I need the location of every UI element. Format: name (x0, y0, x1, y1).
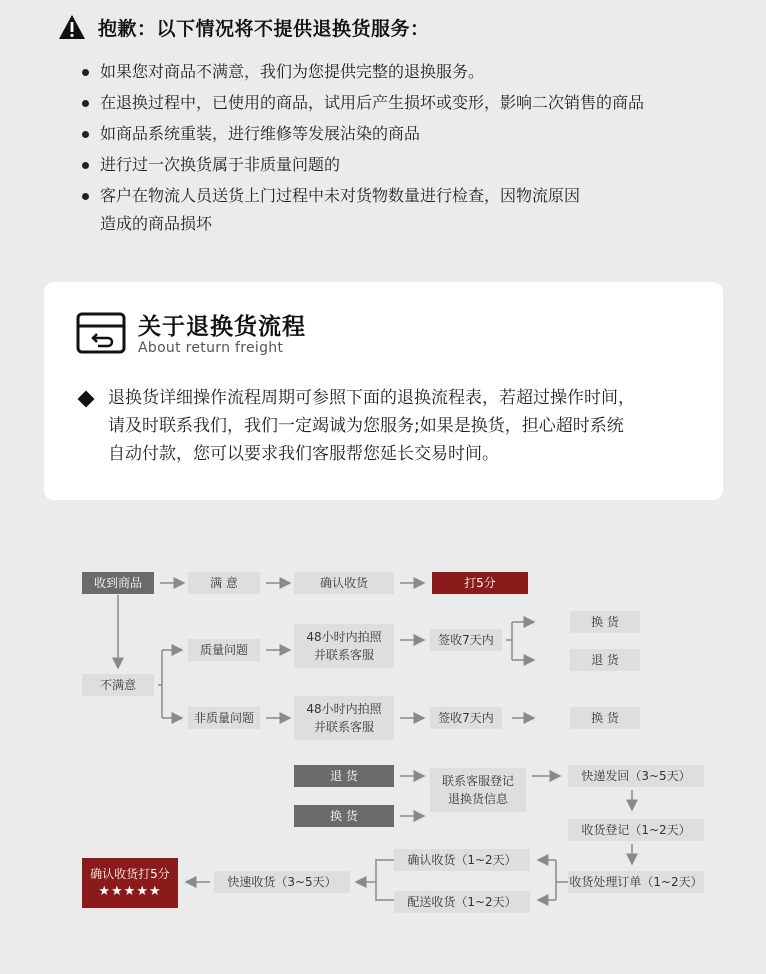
box-rate-5: 打5分 (432, 572, 528, 594)
list-item: 在退换过程中，已使用的商品，试用后产生损坏或变形，影响二次销售的商品 (82, 89, 722, 117)
card-body-line: 自动付款，您可以要求我们客服帮您延长交易时间。 (108, 444, 499, 464)
bullet-icon (82, 69, 89, 76)
box-return-c: 退 货 (294, 765, 394, 787)
five-stars-icon: ★★★★★ (98, 884, 162, 899)
box-receive-register: 收货登记（1~2天） (568, 819, 704, 841)
box-sign-7days-a: 签收7天内 (430, 629, 502, 651)
card-body-line: 请及时联系我们，我们一定竭诚为您服务;如果是换货，担心超时系统 (108, 416, 624, 436)
list-item-continued: 造成的商品损坏 (100, 214, 213, 233)
list-item: 客户在物流人员送货上门过程中未对货物数量进行检查，因物流原因 (82, 182, 722, 210)
box-unsatisfied: 不满意 (82, 674, 154, 696)
box-express-receive: 快速收货（3~5天） (214, 871, 350, 893)
return-flowchart (0, 540, 766, 960)
box-exchange-c: 换 货 (294, 805, 394, 827)
box-photo-contact-b: 48小时内拍照 并联系客服 (294, 696, 394, 740)
card-subtitle: About return freight (138, 340, 284, 356)
box-deliver-receipt: 配送收货（1~2天） (394, 891, 530, 913)
box-contact-register: 联系客服登记 退换货信息 (430, 768, 526, 812)
bullet-icon (82, 100, 89, 107)
branch-unsatisfied (158, 650, 162, 718)
card-body-line: 退换货详细操作流程周期可参照下面的退换流程表，若超过操作时间， (108, 388, 635, 408)
no-return-notice (0, 0, 766, 260)
card-title: 关于退换货流程 (138, 314, 306, 340)
final-confirm-label: 确认收货打5分 (90, 867, 170, 881)
box-confirm-receipt: 确认收货 (294, 572, 394, 594)
list-item: 如果您对商品不满意，我们为您提供完整的退换服务。 (82, 58, 722, 86)
notice-header (58, 12, 430, 42)
box-exchange-a: 换 货 (570, 611, 640, 633)
list-item: 如商品系统重装，进行维修等发展沾染的商品 (82, 120, 722, 148)
merge-left (376, 860, 394, 900)
card-body (80, 384, 710, 468)
box-confirm-receipt-2: 确认收货（1~2天） (394, 849, 530, 871)
return-box-icon (76, 310, 126, 354)
bullet-icon (82, 193, 89, 200)
return-process-card (44, 282, 723, 500)
box-photo-contact-a: 48小时内拍照 并联系客服 (294, 624, 394, 668)
box-final-confirm (82, 858, 178, 908)
notice-list (82, 58, 722, 241)
bullet-icon (82, 162, 89, 169)
bullet-icon (82, 131, 89, 138)
box-return-a: 退 货 (570, 649, 640, 671)
box-received: 收到商品 (82, 572, 154, 594)
list-item: 进行过一次换货属于非质量问题的 (82, 151, 722, 179)
box-sign-7days-b: 签收7天内 (430, 707, 502, 729)
box-process-order: 收货处理订单（1~2天） (568, 871, 704, 893)
warning-icon (58, 14, 86, 40)
notice-title: 抱歉：以下情况将不提供退换货服务： (98, 17, 430, 40)
branch-sign7 (506, 622, 512, 660)
box-express-back: 快递发回（3~5天） (568, 765, 704, 787)
box-exchange-b: 换 货 (570, 707, 640, 729)
box-non-quality-issue: 非质量问题 (188, 707, 260, 729)
box-quality-issue: 质量问题 (188, 639, 260, 661)
branch-process (556, 860, 568, 900)
box-satisfied: 满 意 (188, 572, 260, 594)
